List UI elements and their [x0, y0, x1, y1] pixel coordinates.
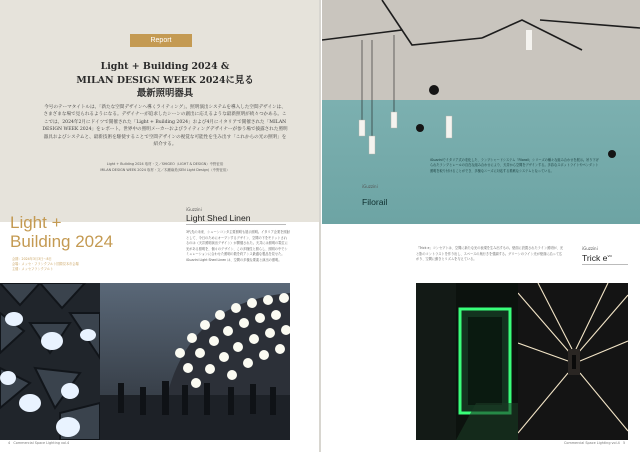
section-heading-line-2: Building 2024	[10, 232, 114, 251]
event-info	[12, 257, 162, 273]
report-badge: Report	[130, 34, 192, 47]
section-heading-line-1: Light +	[10, 213, 62, 232]
trick-name-text: Trick e	[582, 253, 608, 263]
credits-line-1: Light + Building 2024 取材・文／SHIGEO（LIGHT & DESIGN）中野征裕	[106, 162, 224, 166]
section-heading	[10, 213, 170, 251]
corridor-illustration	[518, 283, 628, 440]
page-number-right: 5	[623, 441, 626, 445]
filorail-brand: iGuzzini	[362, 184, 378, 189]
article-title	[40, 60, 290, 101]
folio-right-text: Commercial Space Lighting vol.4	[564, 441, 620, 445]
green-light-photo	[416, 283, 518, 440]
trick-body: 「Trick e」コンセプトは、空間に新たな光の表現を生み出すもの。壁面に設置されたライン照明が、光と影のコントラストを作り出し、スペースの奥行きを強調する。グリーンのライン光が壁面に沿って広がり、空間に動きとリズムを与えている。	[416, 246, 564, 262]
left-page-header-area	[0, 0, 320, 222]
trick-rule	[582, 264, 628, 265]
event-dates: 会期：2024年3月3日〜8日	[12, 257, 52, 261]
gutter	[319, 0, 321, 452]
title-line-1: Light + Building 2024 &	[100, 61, 230, 72]
trick-superscript: vo	[607, 253, 612, 259]
folio-left	[8, 441, 69, 445]
filorail-illustration	[322, 0, 640, 224]
filorail-caption: iGuzziniでイタリア式の変化した、ランプシャードシステム「Filorail」シリーズの種々な組み合わせを展示。吊り下げられたランプとレールの自在な組み合わせにより、天井から空間をデザインする。多彩なスポットライトやペンダント照明を取り付けることができ、多様なニーズに対応する柔軟なシステムとなっている。	[430, 158, 599, 173]
folio-right	[564, 441, 625, 445]
line-light-corridor-photo	[518, 283, 628, 440]
filorail-photo	[322, 0, 640, 224]
title-line-3: 最新照明器具	[136, 88, 194, 99]
lead-paragraph: 今号のテーマタイトルは、「新たな空間デザインへ導くライティング」。照明演出システムを導入した空間デザインは、さまざまな場で見られるようになる。デザイナーが追求したシーンの創出に応えるような最新照明が続々つかある。ここでは、2024年2月にドイツで開催された「Light + Building 2024」および4月にイタリアで開催された「MILAN DESIGN WEEK 2024」をレポート。世界中の照明メーカーおよびライティングデザイナーが参う場で披露された照明器具およびシステムと、最新技術を駆使することで空間デザインの視覚な可能性を生み出す「これからの光の照明」を紹介する。	[42, 105, 288, 148]
credits-line-2: MILAN DESIGN WEEK 2024 取材・文／木瀬麻美(SEN Light Design)（中野征裕）	[100, 167, 230, 172]
trick-product-name	[582, 253, 612, 263]
trick-brand: iGuzzini	[582, 246, 598, 251]
filorail-product-name: Filorail	[362, 197, 388, 207]
feature-body: 3代先の未来、シューンコンタ主要照明も展示照明。イタリア企業を照射として、今日のためにオープンするデザイン、空間の下をモドットされるのは（天井照明演出デザイン）が開催された。天井には照明の電位に光がある照明を、個々のデザイン、この多様性と照らし、照明の中でシミュレーションに合わせた照明の数を約アンス最適な製品を見せた。iGuzzini Light Shed Linen は、空間の多様な要素と演出の照明。	[186, 230, 290, 262]
title-line-2: MILAN DESIGN WEEK 2024に見る	[76, 74, 254, 86]
ceiling-lights-photo	[0, 283, 100, 440]
folio-left-text: Commercial Space Lighting vol.4	[13, 441, 70, 445]
exhibition-hall-illustration	[100, 283, 290, 440]
event-venue: 会場：メッセ・フランクフルト国際見本市会場	[12, 262, 79, 267]
feature-brand: iGuzzini	[186, 207, 202, 212]
page-number-left: 4	[8, 441, 11, 445]
feature-rule	[186, 224, 286, 225]
event-organizer: 主催：メッセフランクフルト	[12, 267, 54, 272]
green-light-illustration	[416, 283, 518, 440]
credits	[42, 162, 288, 173]
ceiling-lights-illustration	[0, 283, 100, 440]
feature-product-name: Light Shed Linen	[186, 213, 251, 223]
exhibition-hall-photo	[100, 283, 290, 440]
